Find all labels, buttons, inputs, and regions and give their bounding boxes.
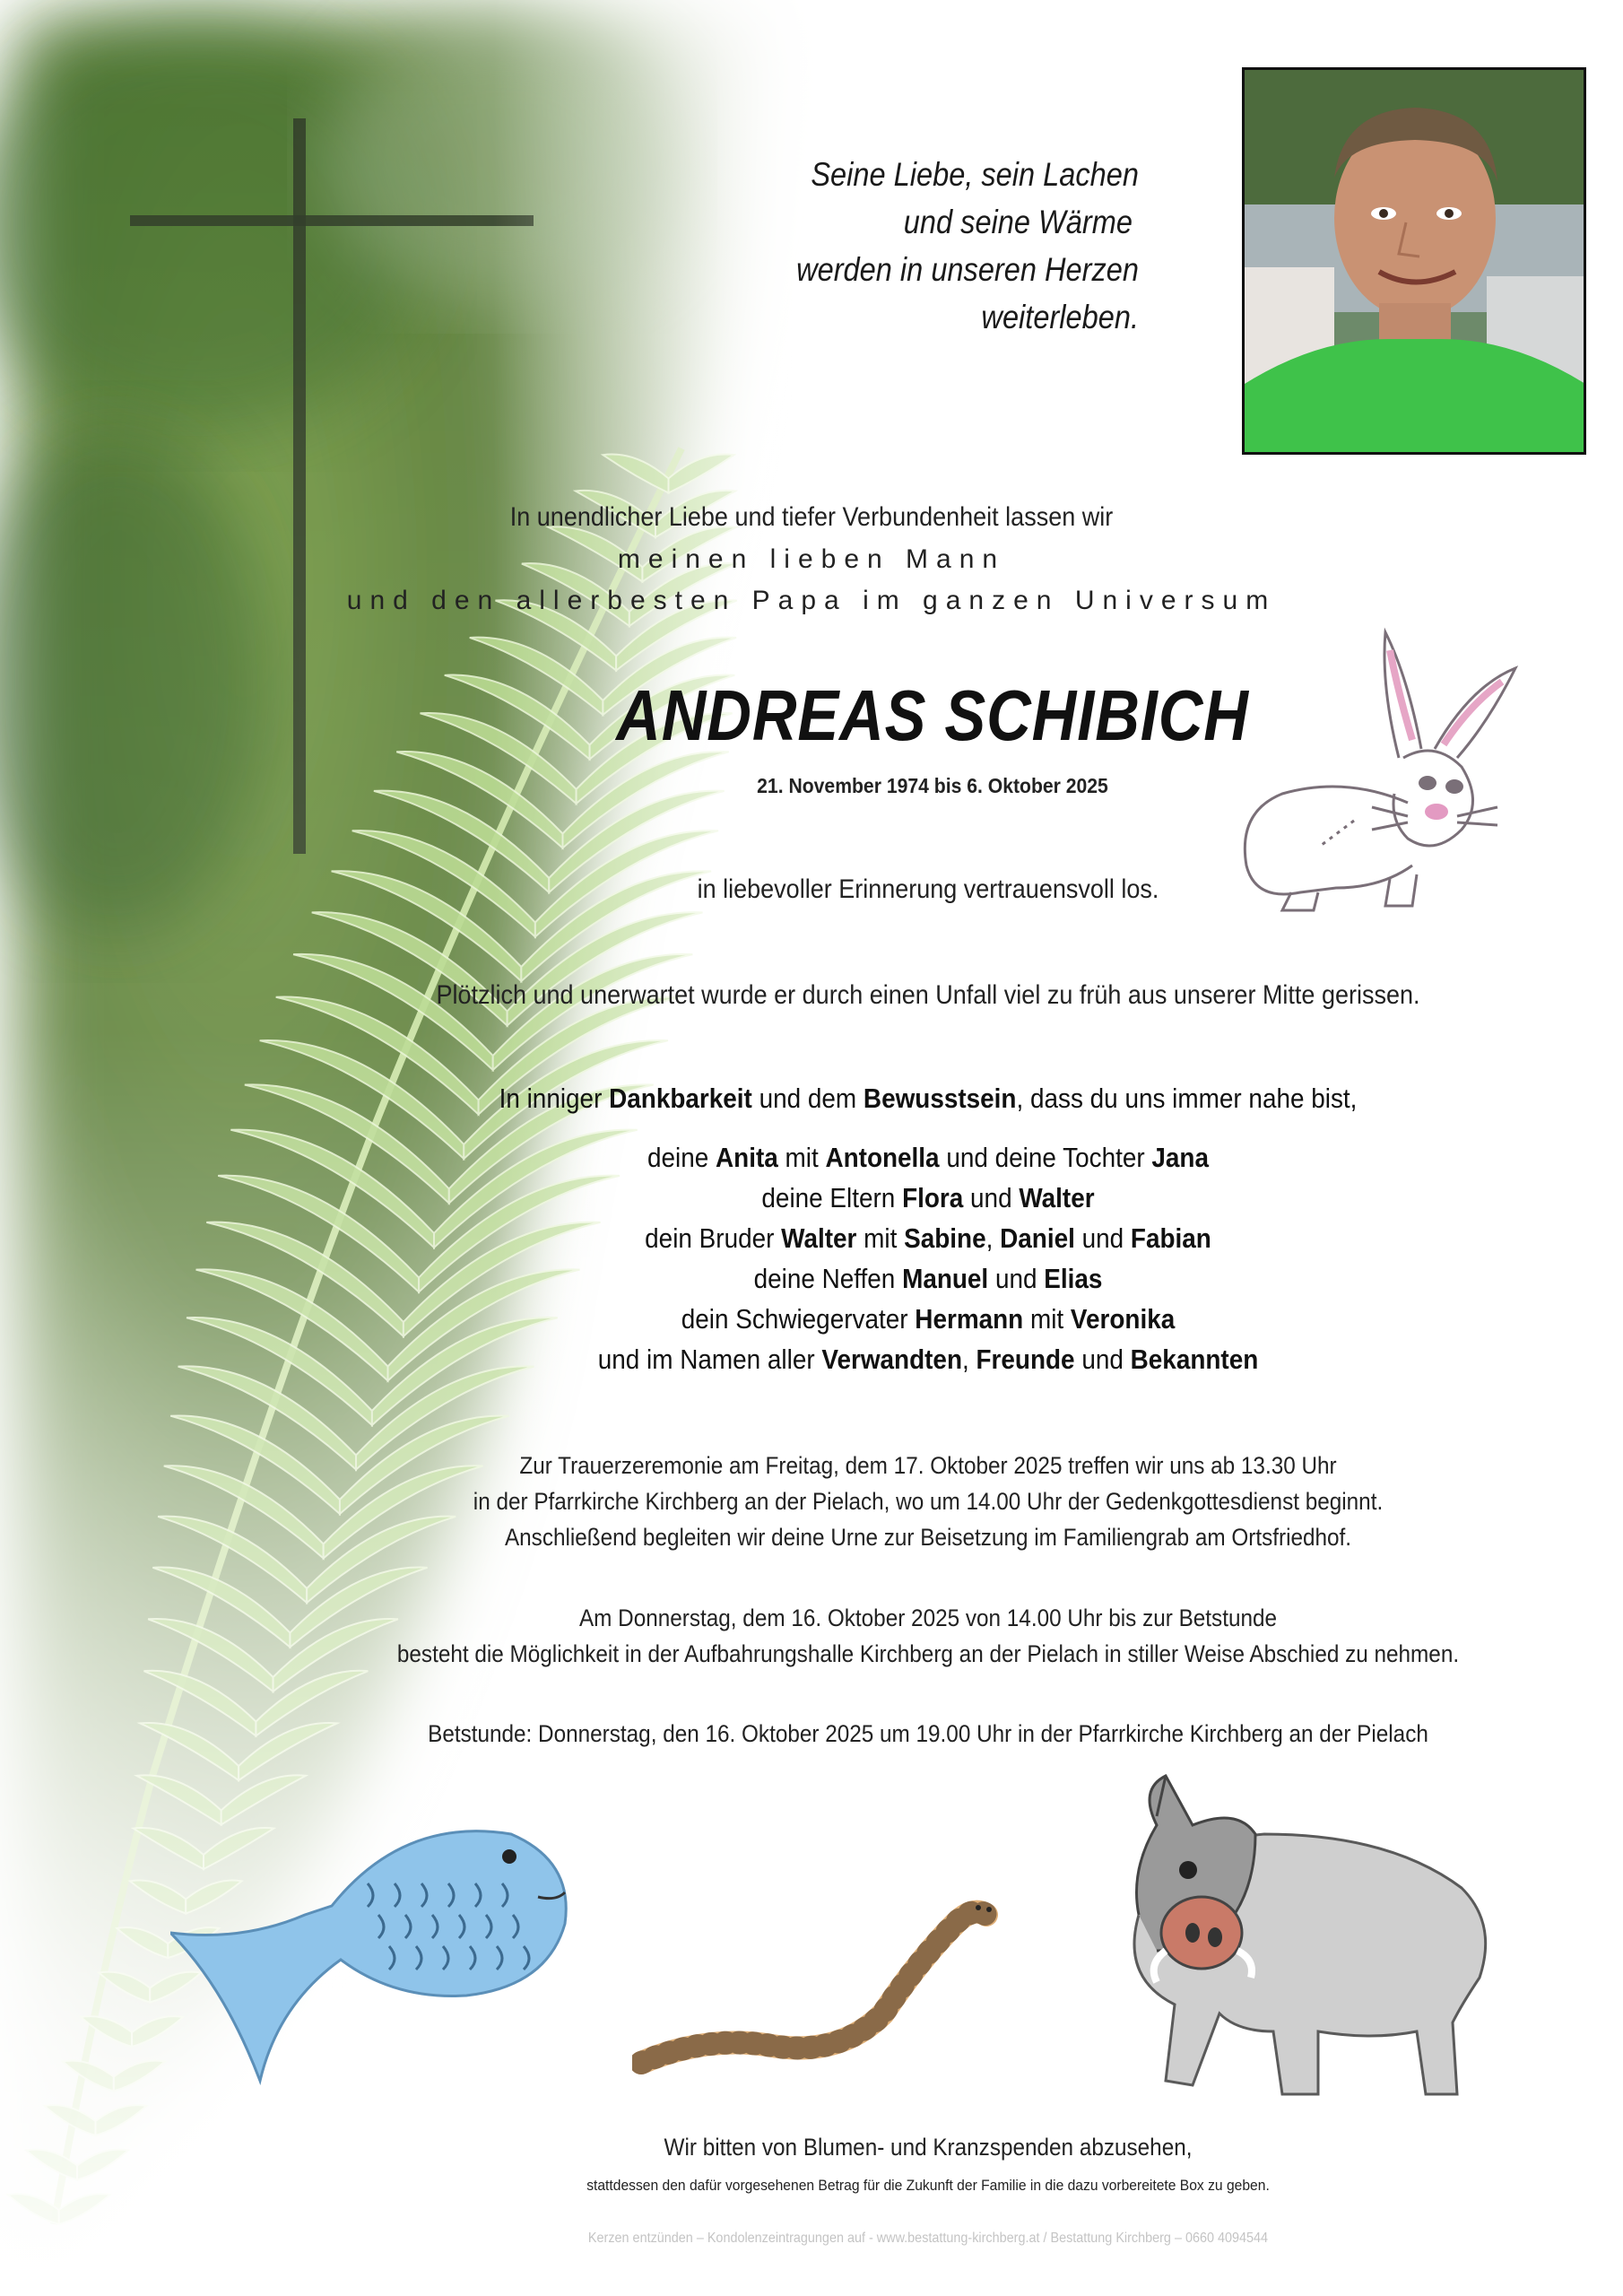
intro-line-1: In unendlicher Liebe und tiefer Verbundenheit lassen wir <box>509 502 1114 532</box>
deceased-name: ANDREAS SCHIBICH <box>616 675 1249 755</box>
family-line: dein Schwiegervater Hermann mit Veronika <box>681 1303 1176 1335</box>
viewing-line: Am Donnerstag, dem 16. Oktober 2025 von 14.00 Uhr bis zur Betstunde <box>578 1605 1278 1631</box>
ceremony-line: in der Pfarrkirche Kirchberg an der Pielach, wo um 14.00 Uhr der Gedenkgottesdienst beginnt. <box>473 1488 1384 1515</box>
quote-line: werden in unseren Herzen <box>796 251 1139 288</box>
fish-drawing <box>170 1798 583 2085</box>
family-line: deine Anita mit Antonella und deine Tochter Jana <box>647 1142 1210 1173</box>
rabbit-drawing <box>1228 623 1524 928</box>
family-line: deine Eltern Flora und Walter <box>761 1182 1095 1213</box>
accident-line: Plötzlich und unerwartet wurde er durch einen Unfall viel zu früh aus unserer Mitte gerissen. <box>436 980 1420 1010</box>
portrait-photo <box>1242 67 1586 455</box>
family-line: und im Namen aller Verwandten, Freunde und Bekannten <box>597 1344 1259 1375</box>
intro-line-2: meinen lieben Mann <box>617 544 1006 574</box>
family-line: dein Bruder Walter mit Sabine, Daniel und Fabian <box>645 1222 1211 1254</box>
quote-line: Seine Liebe, sein Lachen <box>811 156 1139 193</box>
ceremony-line: Anschließend begleiten wir deine Urne zur Beisetzung im Familiengrab am Ortsfriedhof. <box>504 1524 1352 1551</box>
viewing-line: besteht die Möglichkeit in der Aufbahrungshalle Kirchberg an der Pielach in stiller Weise Abschied zu nehmen. <box>396 1640 1460 1667</box>
release-line: in liebevoller Erinnerung vertrauensvoll los. <box>697 874 1159 904</box>
donation-detail: stattdessen den dafür vorgesehenen Betrag für die Zukunft der Familie in die dazu vorbereitete Box zu geben. <box>586 2177 1270 2194</box>
memorial-quote <box>736 151 1139 341</box>
footer-contact: Kerzen entzünden – Kondolenzeintragungen auf - www.bestattung-kirchberg.at / Bestattung Kirchberg – 0660 4094544 <box>587 2231 1269 2246</box>
prayer-line: Betstunde: Donnerstag, den 16. Oktober 2025 um 19.00 Uhr in der Pfarrkirche Kirchberg an der Pielach <box>428 1720 1428 1747</box>
quote-line: weiterleben. <box>981 299 1139 335</box>
intro-line-3: und den allerbesten Papa im ganzen Universum <box>346 586 1277 615</box>
thanks-line: In inniger Dankbarkeit und dem Bewusstsein, dass du uns immer nahe bist, <box>499 1083 1358 1114</box>
family-line: deine Neffen Manuel und Elias <box>753 1263 1103 1294</box>
boar-drawing <box>1103 1771 1506 2121</box>
worm-drawing <box>632 1888 1027 2085</box>
deceased-dates: 21. November 1974 bis 6. Oktober 2025 <box>757 774 1108 797</box>
ceremony-line: Zur Trauerzeremonie am Freitag, dem 17. Oktober 2025 treffen wir uns ab 13.30 Uhr <box>519 1452 1337 1479</box>
quote-line: und seine Wärme <box>903 204 1133 240</box>
donation-line: Wir bitten von Blumen- und Kranzspenden abzusehen, <box>664 2134 1193 2161</box>
